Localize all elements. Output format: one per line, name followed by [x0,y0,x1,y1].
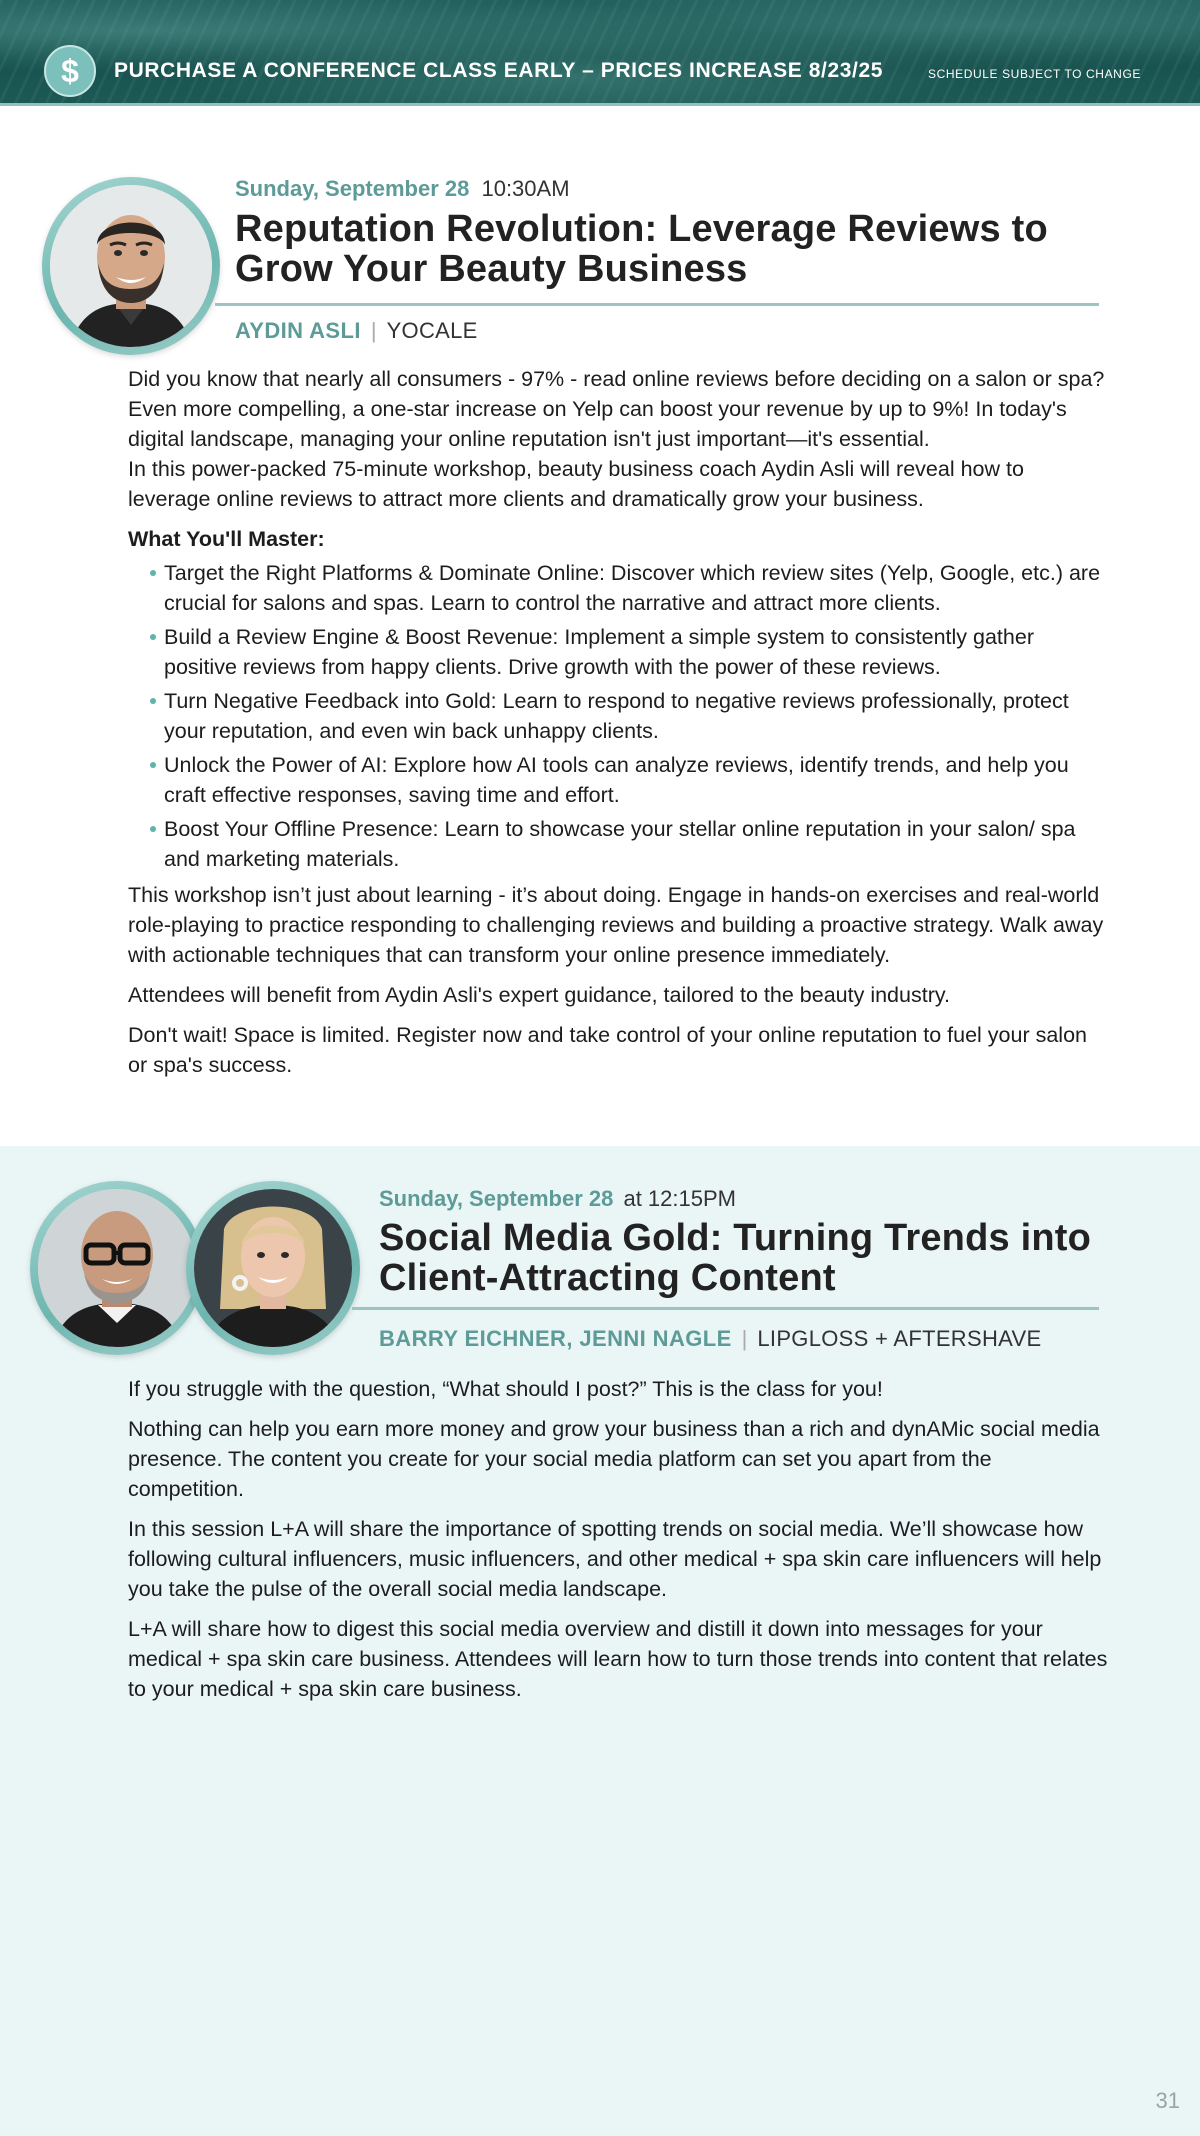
session-1-intro-p1: Did you know that nearly all consumers - 97% - read online reviews before deciding on a salon or spa? Even more compelling, a one-star increase on Yelp can boost your revenue by up to 9%! In today's digital landscape, managing your online reputation isn't just important—it's essential. [128,367,1105,451]
session-1-divider [215,303,1099,306]
session-1-bullet-list [150,558,1108,874]
list-item: Build a Review Engine & Boost Revenue: Implement a simple system to consistently gather positive reviews from happy clients. Drive growth with the power of these reviews. [150,622,1108,682]
list-item: Turn Negative Feedback into Gold: Learn to respond to negative reviews professionally, protect your reputation, and even win back unhappy clients. [150,686,1108,746]
session-2-date: Sunday, September 28 [379,1186,614,1211]
session-1-date: Sunday, September 28 [235,176,470,201]
session-1-description [128,364,1108,1090]
session-2-p3: In this session L+A will share the importance of spotting trends on social media. We’ll showcase how following cultural influencers, music influencers, and other medical + spa skin care influencers will help you take the pulse of the overall social media landscape. [128,1517,1102,1601]
portrait-illustration [38,1189,196,1347]
list-item: Target the Right Platforms & Dominate Online: Discover which review sites (Yelp, Google, etc.) are crucial for salons and spas. Learn to control the narrative and attract more clients. [150,558,1108,618]
session-2-description [128,1374,1108,1714]
portrait-illustration [50,185,212,347]
speaker-photo-aydin-asli [50,185,212,347]
session-2-p4: L+A will share how to digest this social media overview and distill it down into messages for your medical + spa skin care business. Attendees will learn how to turn those trends into content that relates to your medical + spa skin care business. [128,1617,1108,1701]
session-2-speakers: BARRY EICHNER, JENNI NAGLE [379,1326,732,1351]
session-1-speaker-line [235,318,478,344]
speaker-photo-jenni-nagle [194,1189,352,1347]
session-2 [0,1146,1200,2136]
dollar-glyph: $ [61,52,79,89]
session-1-closing-p1: This workshop isn’t just about learning - it’s about doing. Engage in hands-on exercises and real-world role-playing to practice responding to challenging reviews and building a proactive strategy. Walk away with actionable techniques that can transform your online presence immediately. [128,883,1104,967]
dollar-icon [44,45,96,97]
banner-title: PURCHASE A CONFERENCE CLASS EARLY – PRICES INCREASE 8/23/25 [114,59,884,82]
list-item: Boost Your Offline Presence: Learn to showcase your stellar online reputation in your salon/ spa and marketing materials. [150,814,1108,874]
speaker-separator: | [370,318,377,343]
speaker-photo-barry-eichner [38,1189,196,1347]
session-1-company: YOCALE [386,318,478,343]
session-2-time: at 12:15PM [623,1186,736,1211]
session-2-title: Social Media Gold: Turning Trends into Client-Attracting Content [379,1217,1092,1299]
session-1-datetime [235,176,570,202]
session-2-p1: If you struggle with the question, “What should I post?” This is the class for you! [128,1377,883,1401]
session-2-speaker-line [379,1326,1041,1352]
session-1 [0,106,1200,1146]
session-2-divider [352,1307,1099,1310]
session-2-company: LIPGLOSS + AFTERSHAVE [757,1326,1042,1351]
banner-note: SCHEDULE SUBJECT TO CHANGE [928,67,1141,81]
session-1-speaker: AYDIN ASLI [235,318,361,343]
list-item: Unlock the Power of AI: Explore how AI tools can analyze reviews, identify trends, and help you craft effective responses, saving time and effort. [150,750,1108,810]
page-number: 31 [1155,2088,1180,2113]
session-2-datetime [379,1186,736,1212]
session-1-subheading: What You'll Master: [128,527,325,551]
session-1-intro-p2: In this power-packed 75-minute workshop, beauty business coach Aydin Asli will reveal how to leverage online reviews to attract more clients and dramatically grow your business. [128,457,1024,511]
promo-banner [0,0,1200,106]
session-1-time: 10:30AM [481,176,570,201]
session-1-title: Reputation Revolution: Leverage Reviews to Grow Your Beauty Business [235,208,1048,290]
speaker-separator: | [741,1326,748,1351]
session-1-closing-p3: Don't wait! Space is limited. Register now and take control of your online reputation to fuel your salon or spa's success. [128,1023,1087,1077]
session-2-p2: Nothing can help you earn more money and grow your business than a rich and dynAMic social media presence. The content you create for your social media platform can set you apart from the competition. [128,1417,1100,1501]
session-1-closing-p2: Attendees will benefit from Aydin Asli's expert guidance, tailored to the beauty industry. [128,983,950,1007]
portrait-illustration [194,1189,352,1347]
